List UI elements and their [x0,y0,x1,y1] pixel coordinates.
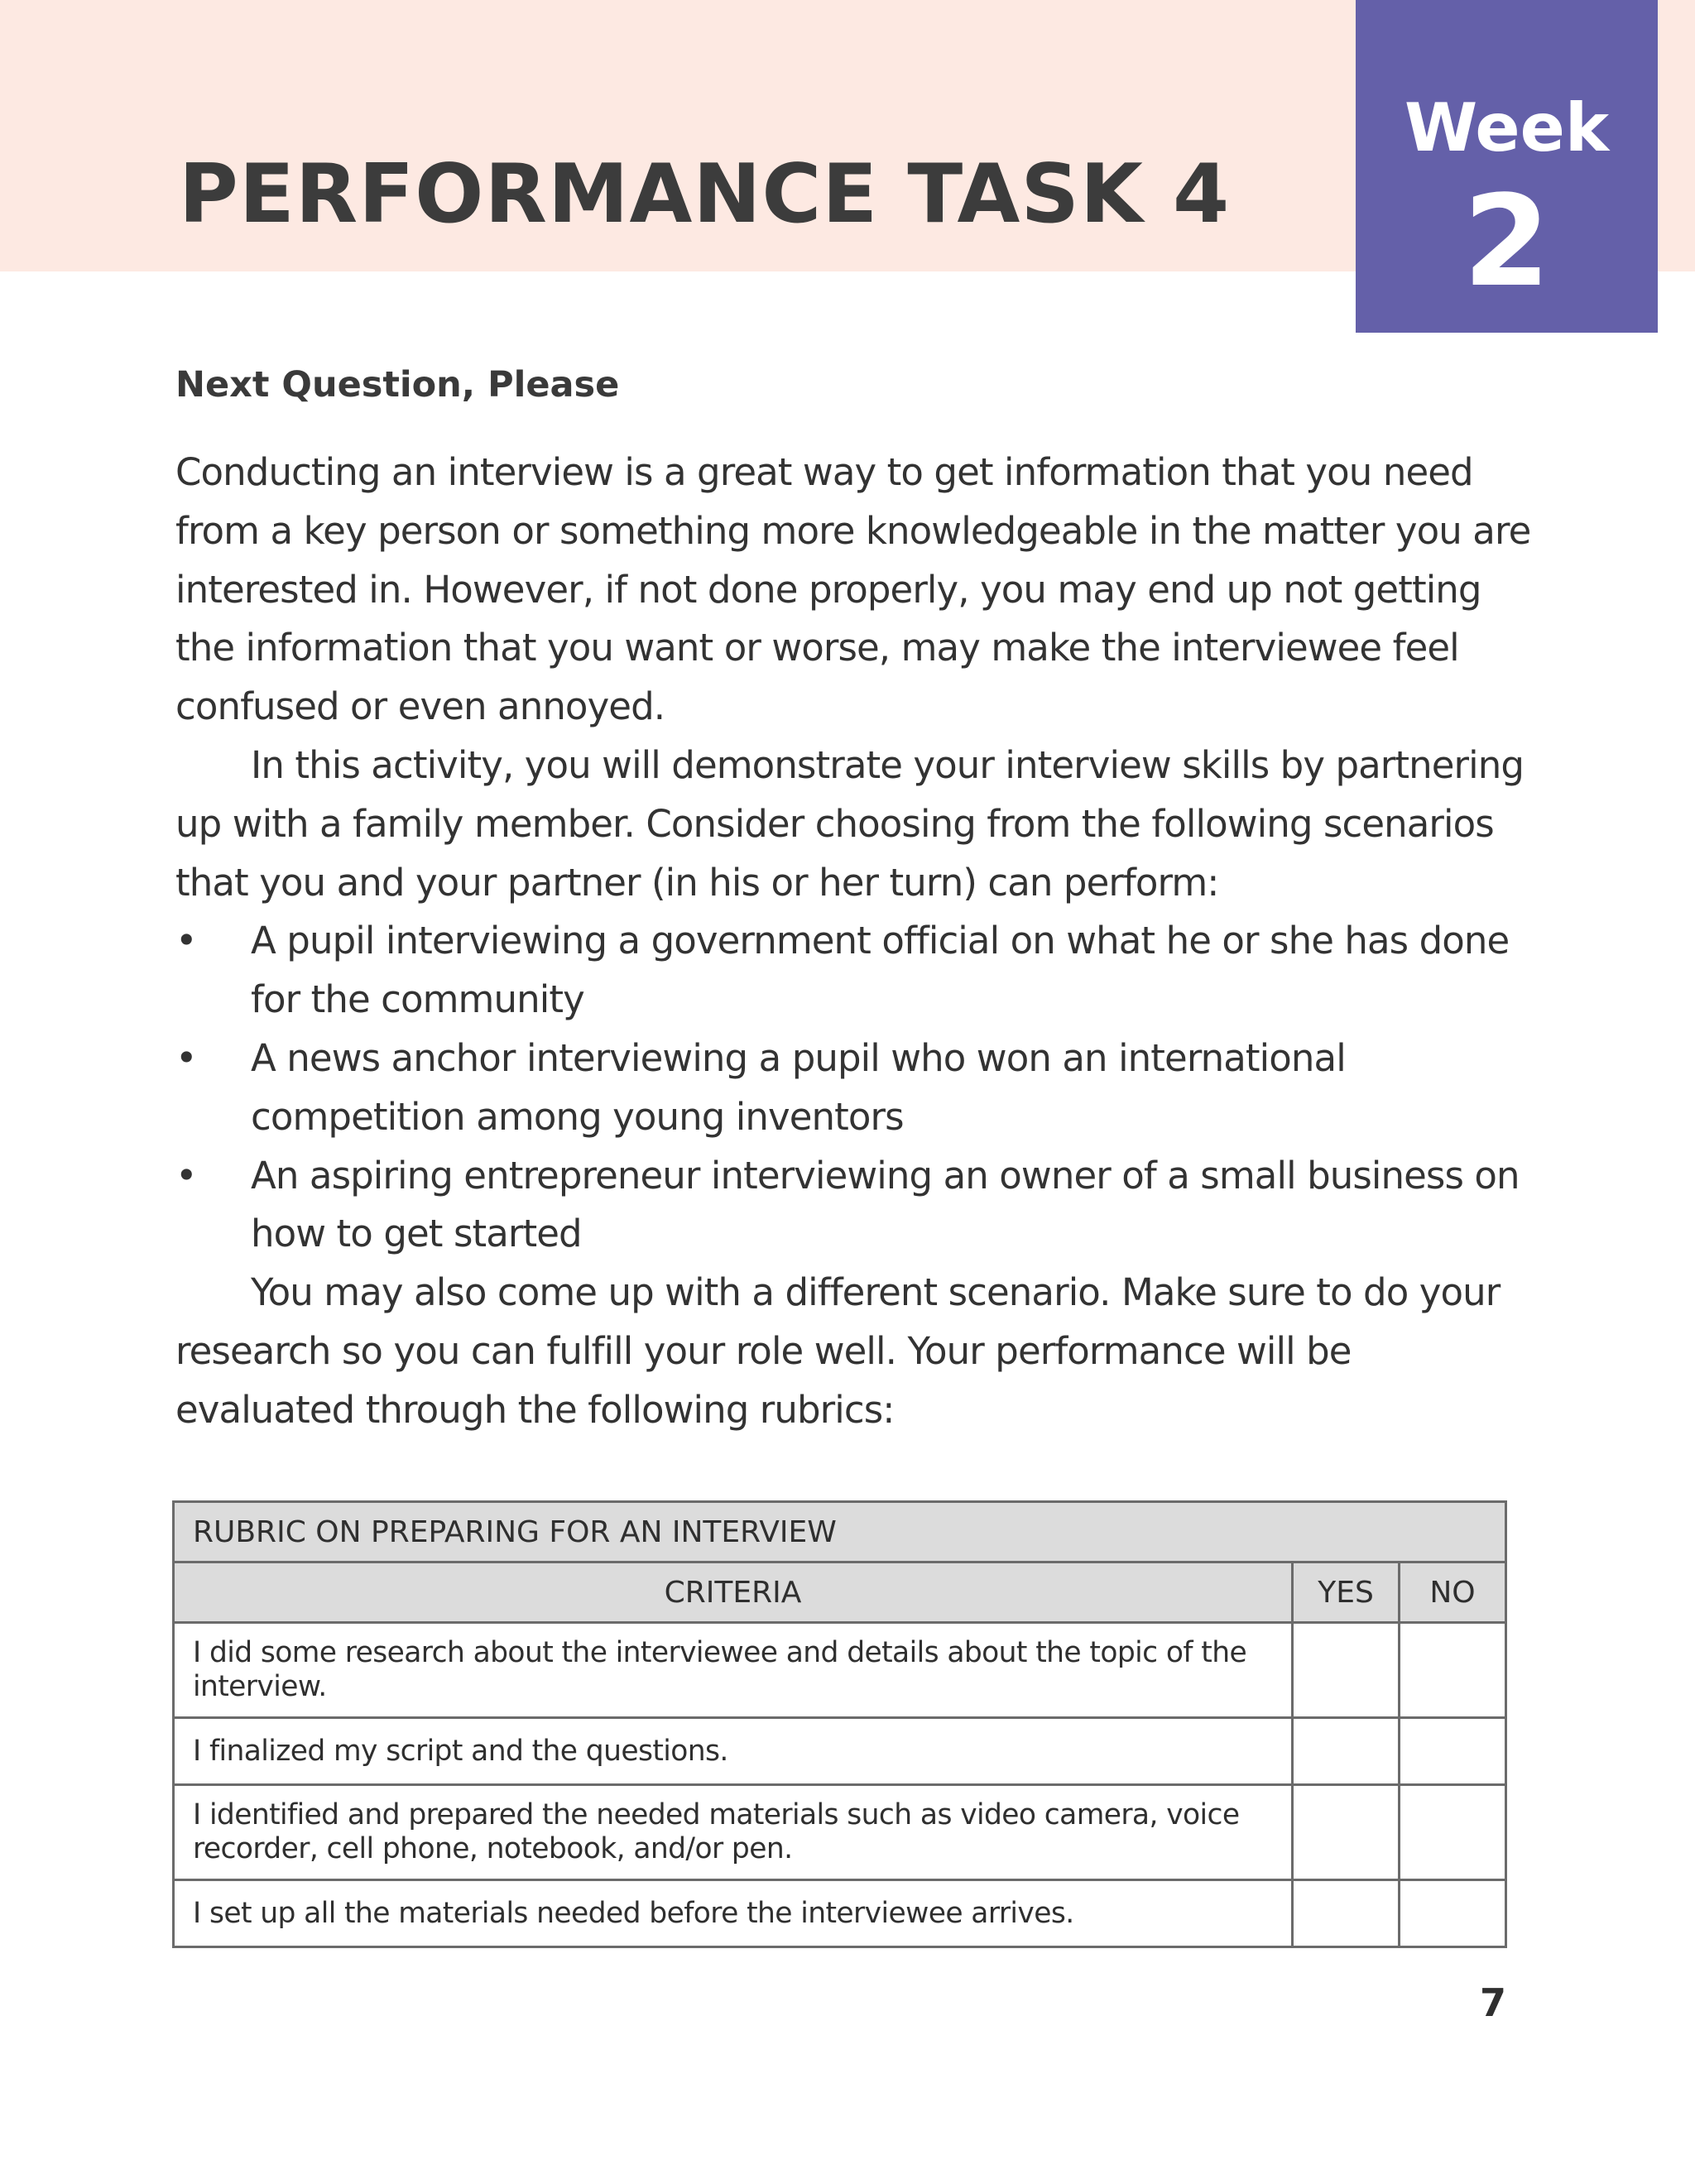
week-number: 2 [1462,168,1551,314]
task-content [175,356,1533,1440]
no-check-cell[interactable] [1400,1623,1506,1718]
criteria-header: CRITERIA [174,1562,1293,1623]
section-heading: Next Question, Please [175,364,620,406]
rubric-title-row [174,1502,1506,1562]
scenario-item [175,912,1533,1030]
bullet-icon: • [175,1035,197,1080]
table-row [174,1785,1506,1880]
no-check-cell[interactable] [1400,1880,1506,1947]
no-check-cell[interactable] [1400,1718,1506,1785]
yes-check-cell[interactable] [1293,1880,1400,1947]
rubric-header-row [174,1562,1506,1623]
yes-check-cell[interactable] [1293,1785,1400,1880]
rubric-table [172,1500,1507,1948]
yes-check-cell[interactable] [1293,1718,1400,1785]
page-number: 7 [1479,1980,1506,2025]
table-row [174,1623,1506,1718]
criteria-cell: I set up all the materials needed before the interviewee arrives. [174,1880,1293,1947]
closing-paragraph: You may also come up with a different scenario. Make sure to do your research so you can fulfill your role well. Your performance will be evaluated through the following rubrics: [175,1270,1501,1432]
scenario-item [175,1147,1533,1265]
scenario-item [175,1030,1533,1147]
yes-header: YES [1293,1562,1400,1623]
criteria-cell: I finalized my script and the questions. [174,1718,1293,1785]
no-check-cell[interactable] [1400,1785,1506,1880]
week-label: Week [1404,89,1610,166]
yes-check-cell[interactable] [1293,1623,1400,1718]
table-row [174,1718,1506,1785]
scenario-list [175,912,1533,1264]
scenario-text: A news anchor interviewing a pupil who won an international competition among young inventors [251,1035,1346,1139]
table-row [174,1880,1506,1947]
task-body [175,444,1533,1440]
criteria-cell: I identified and prepared the needed materials such as video camera, voice recorder, cell phone, notebook, and/or pen. [174,1785,1293,1880]
scenario-text: An aspiring entrepreneur interviewing an owner of a small business on how to get started [251,1153,1520,1256]
no-header: NO [1400,1562,1506,1623]
scenario-text: A pupil interviewing a government official on what he or she has done for the community [251,919,1510,1022]
week-badge [1356,0,1658,333]
intro-paragraph: Conducting an interview is a great way to get information that you need from a key person or something more knowledgeable in the matter you are interested in. However, if not done properly, you may end up not getting the information that you want or worse, may make the interviewee feel confused or even annoyed. [175,450,1531,729]
bullet-icon: • [175,1153,197,1198]
activity-paragraph: In this activity, you will demonstrate your interview skills by partnering up with a family member. Consider choosing from the following scenarios that you and your partner (in his or her turn) can perform: [175,742,1525,905]
bullet-icon: • [175,919,197,963]
page-title: PERFORMANCE TASK 4 [179,147,1231,242]
criteria-cell: I did some research about the interviewee and details about the topic of the interview. [174,1623,1293,1718]
rubric-title: RUBRIC ON PREPARING FOR AN INTERVIEW [174,1502,1506,1562]
